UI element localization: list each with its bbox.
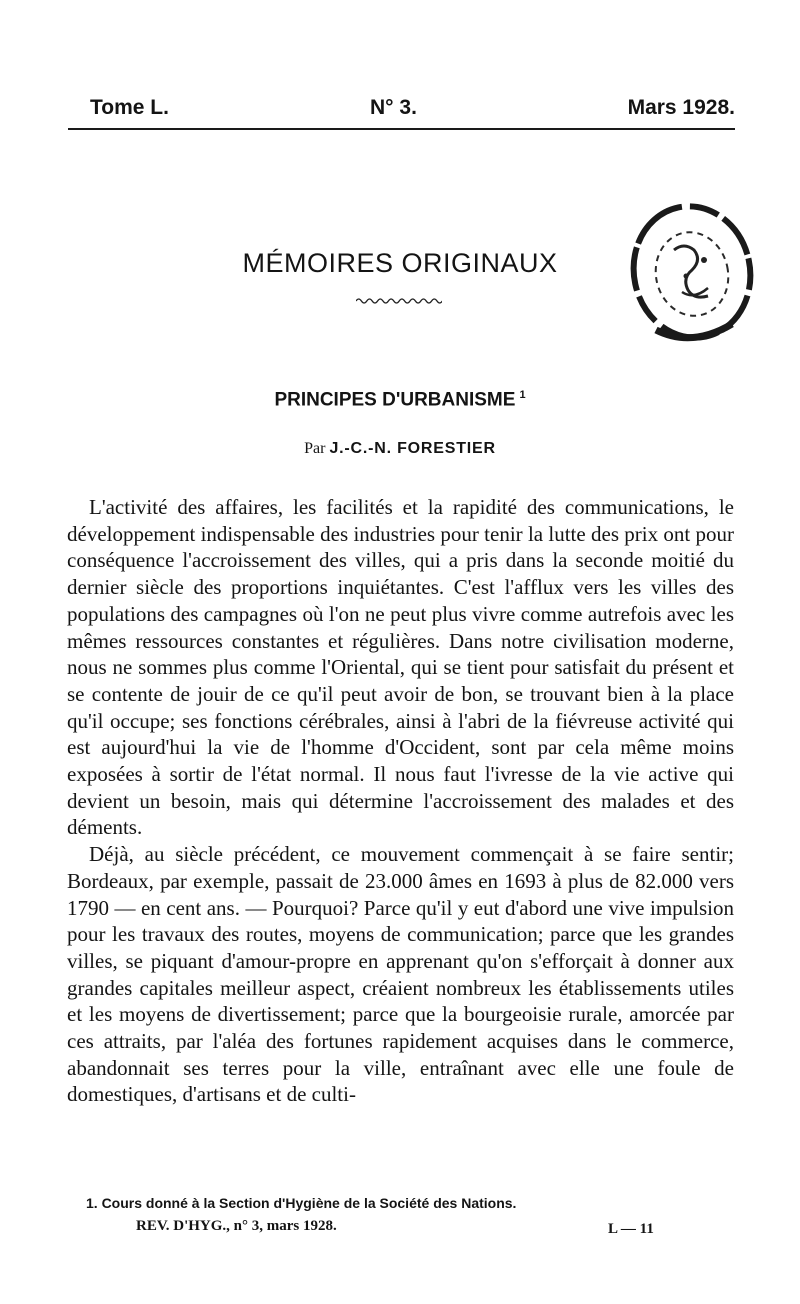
issue-date: Mars 1928.: [627, 96, 735, 119]
footnote-marker: 1: [519, 389, 526, 401]
section-title: MÉMOIRES ORIGINAUX: [242, 248, 558, 278]
header-rule: [68, 128, 735, 130]
ornament-squiggle: [356, 296, 442, 306]
byline-prefix: Par: [304, 440, 326, 457]
body-paragraph: L'activité des affaires, les facilités et la rapidité des communications, le développement indispensable des industries pour tenir la lutte des prix ont pour conséquence l'accroissement des villes, qui a pris dans la seconde moitié du dernier siècle des proportions inquiétantes. C'est l'afflux vers les villes des populations des campagnes où l'on ne peut plus vivre comme autrefois avec les mêmes ressources constantes et régulières. Dans notre civilisation moderne, nous ne sommes plus comme l'Oriental, qui se tient pour satisfait du présent et se contente de jouir de ce qu'il peut avoir de bon, se trouvant bien à la place qu'il occupe; ses fonctions cérébrales, ainsi à l'abri de la fiévreuse activité qui est aujourd'hui la vie de l'homme d'Occident, sont par cela même moins exposées à sortir de l'état normal. Il nous faut l'ivresse de la vie active qui devient un besoin, mais qui détermine l'accroissement des malades et des déments.: [67, 495, 734, 840]
article-title-text: PRINCIPES D'URBANISME: [274, 389, 516, 411]
volume-label: Tome L.: [90, 96, 169, 119]
body-paragraph: Déjà, au siècle précédent, ce mouvement commençait à se faire sentir; Bordeaux, par exemple, passait de 23.000 âmes en 1693 à plus de 82.000 vers 1790 — en cent ans. — Pourquoi? Parce qu'il y eut d'abord une vive impulsion pour les travaux des routes, moyens de communication; parce que les grandes villes, se piquant d'amour-propre en apprenant qu'on s'efforçait à donner aux grandes capitales meilleur aspect, créaient nombreux les établissements utiles et les moyens de divertissement; parce que la bourgeoisie rurale, amorcée par ces attraits, par l'aléa des fortunes rapidement acquises dans le commerce, abandonnait ses terres pour la ville, entraînant avec elle une foule de domestiques, d'artisans et de culti-: [67, 842, 734, 1107]
page-signature: L — 11: [608, 1221, 654, 1237]
article-body: [67, 476, 734, 1108]
byline: [0, 440, 800, 458]
running-header: [68, 96, 735, 126]
issue-number: N° 3.: [370, 96, 417, 119]
footnote: 1. Cours donné à la Section d'Hygiène de la Société des Nations.: [86, 1195, 517, 1211]
author-name: J.-C.-N. FORESTIER: [329, 440, 496, 457]
library-stamp-icon: [616, 180, 766, 365]
journal-citation: REV. D'HYG., n° 3, mars 1928.: [136, 1218, 337, 1234]
article-title: [0, 389, 800, 411]
